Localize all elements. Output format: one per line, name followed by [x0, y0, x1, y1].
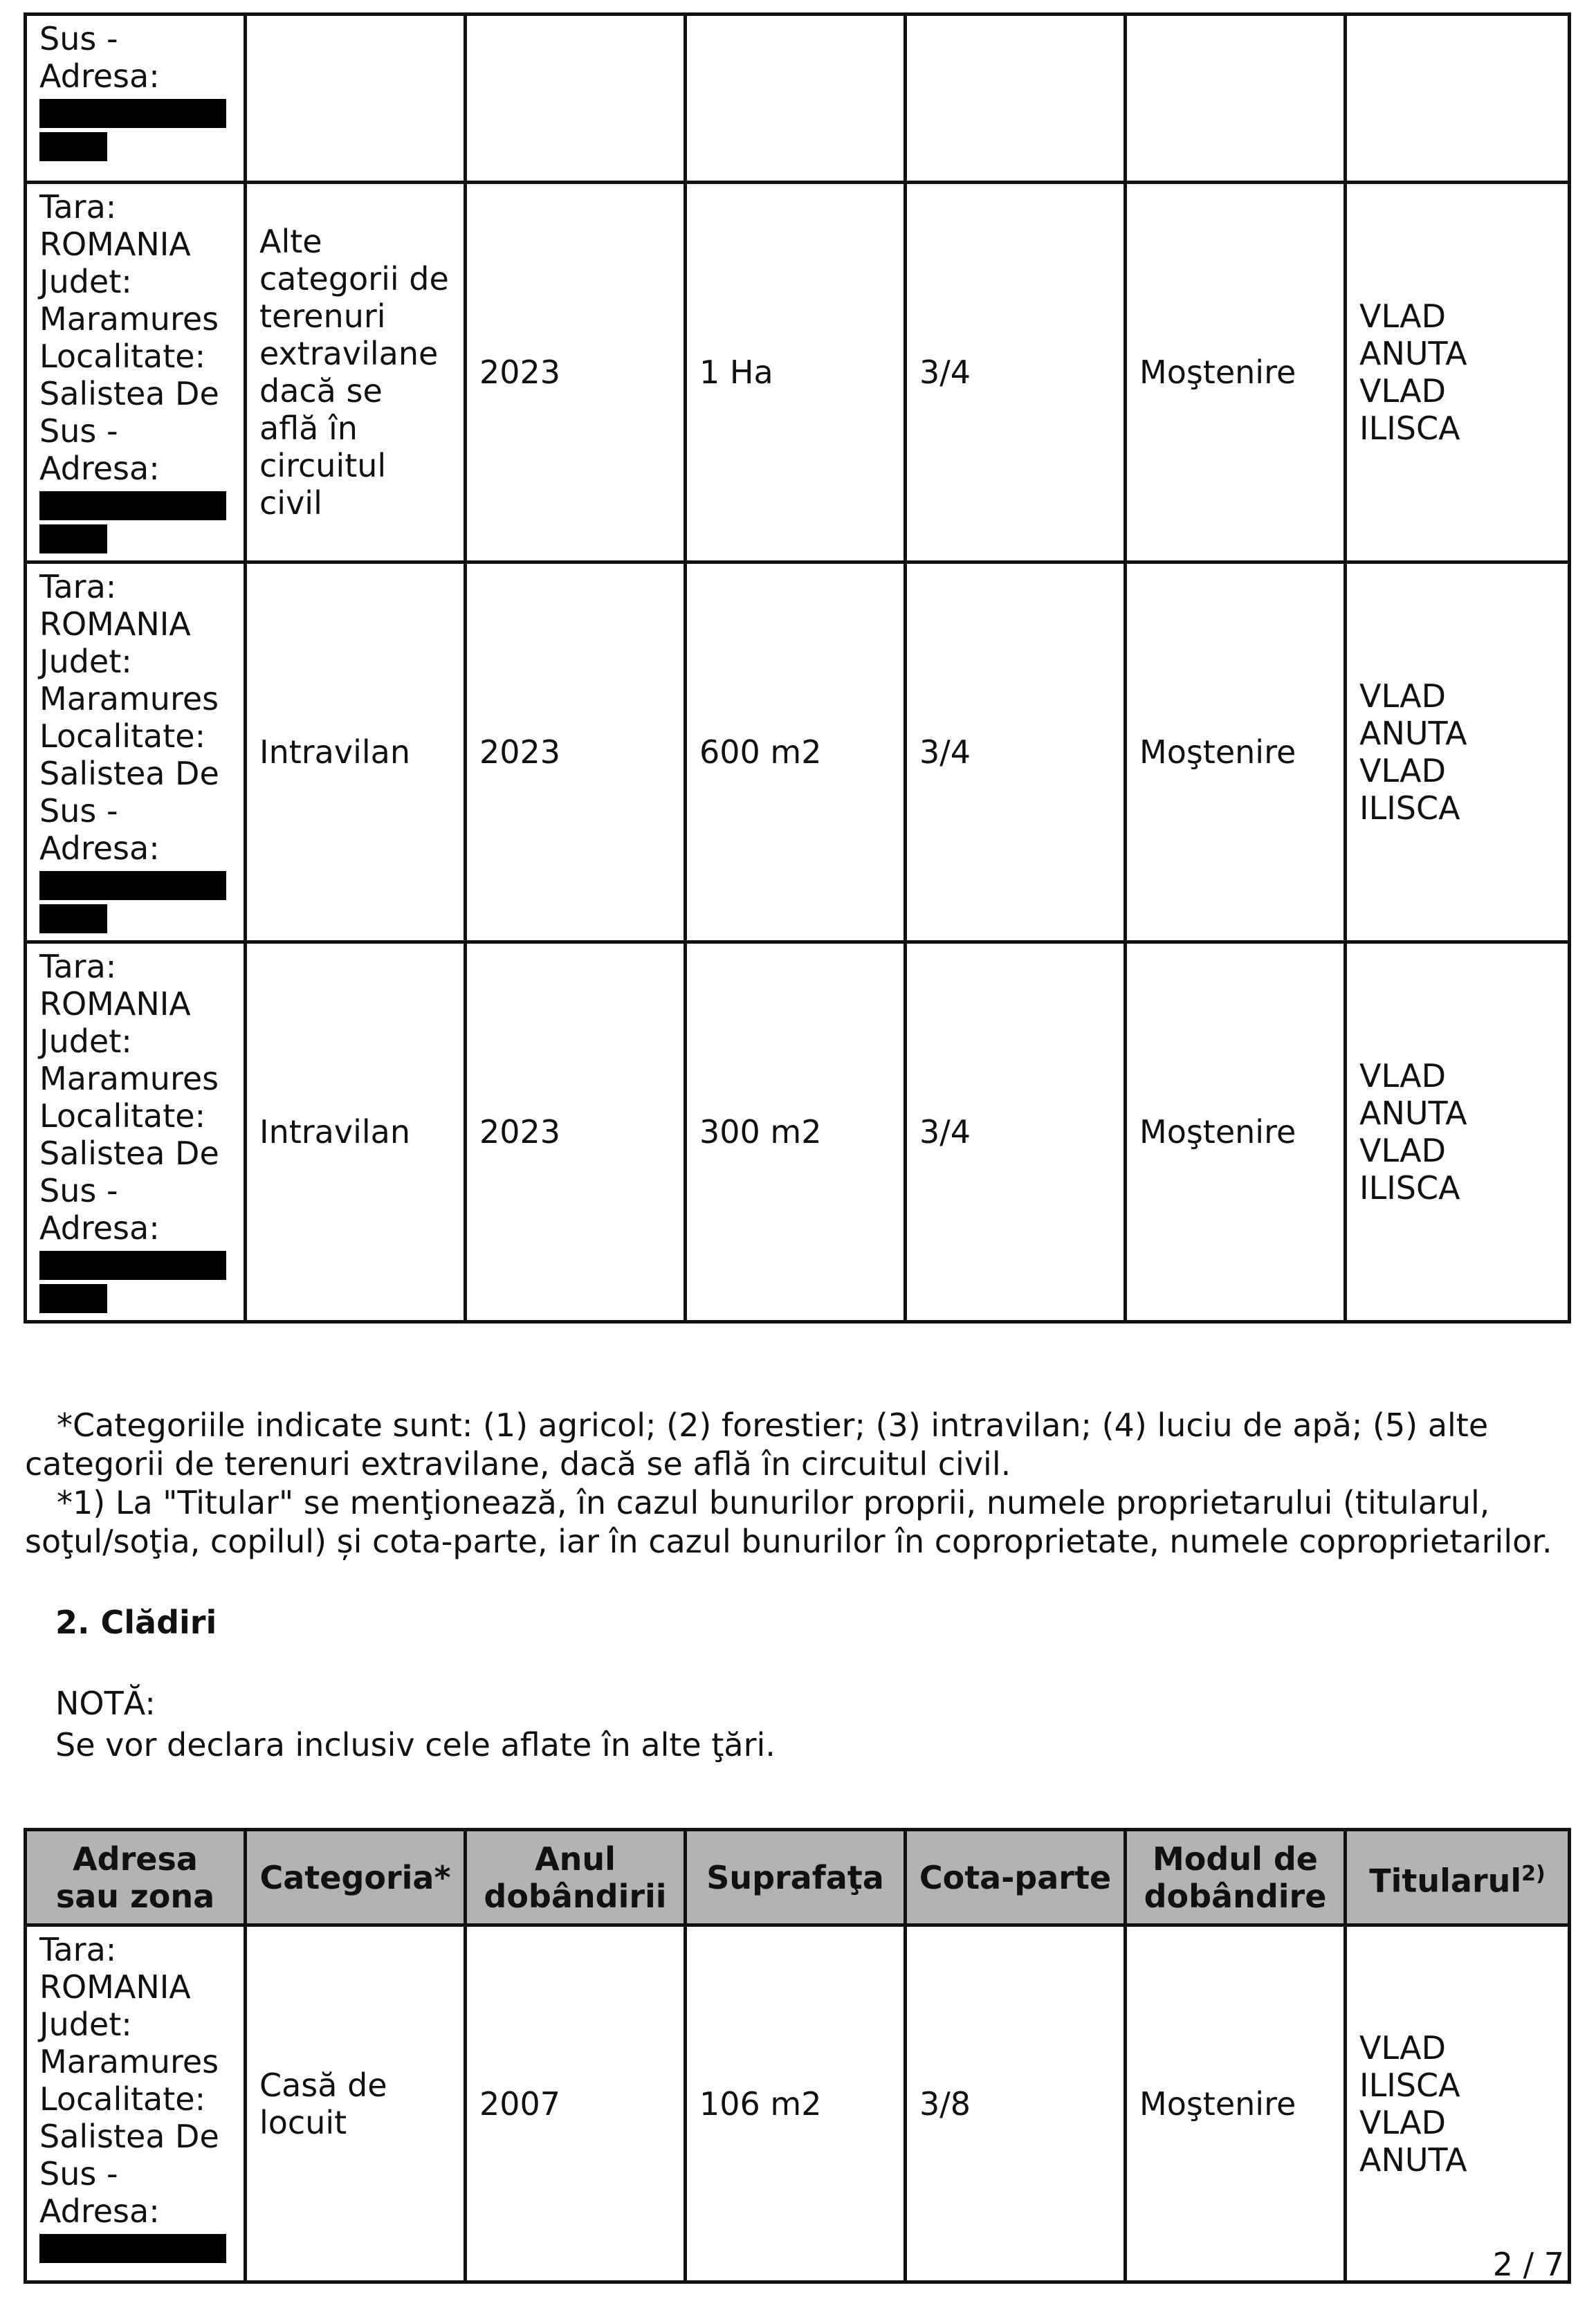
year-cell — [466, 15, 686, 183]
address-line: Localitate: — [39, 717, 206, 755]
area-cell: 1 Ha — [686, 183, 906, 562]
header-adresa: Adresa sau zona — [26, 1830, 246, 1925]
address-line: Salistea De — [39, 755, 219, 792]
redacted-block — [39, 1251, 226, 1280]
address-line: Judet: — [39, 2006, 132, 2043]
owner-name: VLAD ILISCA — [1359, 2028, 1460, 2104]
share-cell: 3/8 — [906, 1925, 1126, 2282]
year-cell: 2023 — [466, 942, 686, 1322]
address-line: Maramures — [39, 680, 219, 717]
header-titular — [1346, 1830, 1570, 1925]
address-line: Salistea De — [39, 1135, 219, 1172]
owner-name: VLAD ILISCA — [1359, 1132, 1460, 1207]
redacted-block — [39, 491, 226, 520]
year-cell: 2023 — [466, 183, 686, 562]
address-line: Judet: — [39, 643, 132, 680]
address-cell — [26, 562, 246, 942]
address-line: Maramures — [39, 1060, 219, 1097]
address-cell — [26, 15, 246, 183]
header-suprafata: Suprafaţa — [686, 1830, 906, 1925]
year-cell: 2007 — [466, 1925, 686, 2282]
owner-name: VLAD ILISCA — [1359, 372, 1460, 447]
buildings-table — [24, 1828, 1571, 2284]
address-line: Salistea De — [39, 2118, 219, 2155]
table-header-row — [26, 1830, 1570, 1925]
share-cell: 3/4 — [906, 562, 1126, 942]
address-line: ROMANIA — [39, 1968, 191, 2006]
redacted-block — [39, 2234, 226, 2263]
nota-text: Se vor declara inclusiv cele aflate în alte ţări. — [55, 1726, 776, 1764]
address-line: Adresa: — [39, 830, 160, 867]
share-cell — [906, 15, 1126, 183]
address-line: Adresa: — [39, 57, 160, 95]
address-line: Maramures — [39, 2043, 219, 2080]
address-line: Salistea De — [39, 375, 219, 412]
header-titular-sup: 2) — [1521, 1861, 1545, 1886]
owner-name: VLAD ANUTA — [1359, 2103, 1467, 2179]
table-row — [26, 942, 1570, 1322]
address-cell — [26, 942, 246, 1322]
address-line: Localitate: — [39, 2080, 206, 2118]
header-cota: Cota-parte — [906, 1830, 1126, 1925]
category-cell — [246, 15, 466, 183]
area-cell: 600 m2 — [686, 562, 906, 942]
address-line: Sus - — [39, 412, 118, 450]
address-line: Sus - — [39, 20, 118, 57]
address-line: Sus - — [39, 792, 118, 830]
footnotes — [25, 1406, 1575, 1561]
header-modul: Modul de dobândire — [1126, 1830, 1346, 1925]
address-line: ROMANIA — [39, 226, 191, 263]
redacted-block — [39, 904, 107, 933]
table-row — [26, 183, 1570, 562]
area-cell: 106 m2 — [686, 1925, 906, 2282]
address-line: ROMANIA — [39, 605, 191, 643]
owner-cell — [1346, 183, 1570, 562]
address-line: ROMANIA — [39, 985, 191, 1023]
address-line: Judet: — [39, 263, 132, 300]
header-categoria: Categoria* — [246, 1830, 466, 1925]
owner-cell — [1346, 15, 1570, 183]
owner-cell — [1346, 1925, 1570, 2282]
owner-name: VLAD ANUTA — [1359, 677, 1467, 752]
address-line: Sus - — [39, 2155, 118, 2192]
header-anul: Anul dobândirii — [466, 1830, 686, 1925]
page-number: 2 / 7 — [1492, 2246, 1564, 2283]
table-row — [26, 15, 1570, 183]
address-line: Tara: — [39, 568, 117, 605]
address-line: Maramures — [39, 300, 219, 338]
year-cell: 2023 — [466, 562, 686, 942]
address-cell — [26, 183, 246, 562]
owner-cell — [1346, 562, 1570, 942]
area-cell — [686, 15, 906, 183]
address-line: Tara: — [39, 188, 117, 226]
redacted-block — [39, 1284, 107, 1313]
categories-footnote: *Categoriile indicate sunt: (1) agricol; (2) forestier; (3) intravilan; (4) luciu de apă; (5) alte categorii de terenuri extravilane, dacă se află în circuitul civil. — [25, 1407, 1489, 1483]
owner-name: VLAD ANUTA — [1359, 297, 1467, 372]
redacted-block — [39, 871, 226, 900]
land-table — [24, 12, 1571, 1323]
acquisition-cell: Moştenire — [1126, 183, 1346, 562]
share-cell: 3/4 — [906, 942, 1126, 1322]
redacted-block — [39, 524, 107, 553]
redacted-block — [39, 132, 107, 161]
acquisition-cell: Moştenire — [1126, 942, 1346, 1322]
category-cell: Casă de locuit — [246, 1925, 466, 2282]
titular-footnote: *1) La "Titular" se menţionează, în cazul bunurilor proprii, numele proprietarului (titularul, soţul/soţia, copilul) și cota-parte, iar în cazul bunurilor în coproprietate, numele coproprietarilor. — [25, 1484, 1552, 1560]
category-cell: Intravilan — [246, 942, 466, 1322]
address-line: Tara: — [39, 1931, 117, 1968]
address-line: Adresa: — [39, 1209, 160, 1247]
nota-block — [55, 1683, 776, 1766]
header-titular-label: Titularul — [1369, 1862, 1522, 1900]
category-cell: Alte categorii de terenuri extravilane dacă se află în circuitul civil — [246, 183, 466, 562]
address-line: Adresa: — [39, 2192, 160, 2230]
address-line: Judet: — [39, 1023, 132, 1060]
address-line: Localitate: — [39, 1097, 206, 1135]
owner-name: VLAD ILISCA — [1359, 752, 1460, 827]
nota-label: NOTĂ: — [55, 1685, 156, 1722]
category-cell: Intravilan — [246, 562, 466, 942]
address-cell — [26, 1925, 246, 2282]
share-cell: 3/4 — [906, 183, 1126, 562]
address-line: Adresa: — [39, 450, 160, 487]
acquisition-cell: Moştenire — [1126, 562, 1346, 942]
address-line: Sus - — [39, 1172, 118, 1209]
acquisition-cell — [1126, 15, 1346, 183]
address-line: Localitate: — [39, 338, 206, 375]
section-title: 2. Clădiri — [55, 1604, 217, 1641]
owner-name: VLAD ANUTA — [1359, 1057, 1467, 1132]
acquisition-cell: Moştenire — [1126, 1925, 1346, 2282]
area-cell: 300 m2 — [686, 942, 906, 1322]
table-row — [26, 562, 1570, 942]
table-row — [26, 1925, 1570, 2282]
redacted-block — [39, 99, 226, 128]
address-line: Tara: — [39, 948, 117, 985]
owner-cell — [1346, 942, 1570, 1322]
